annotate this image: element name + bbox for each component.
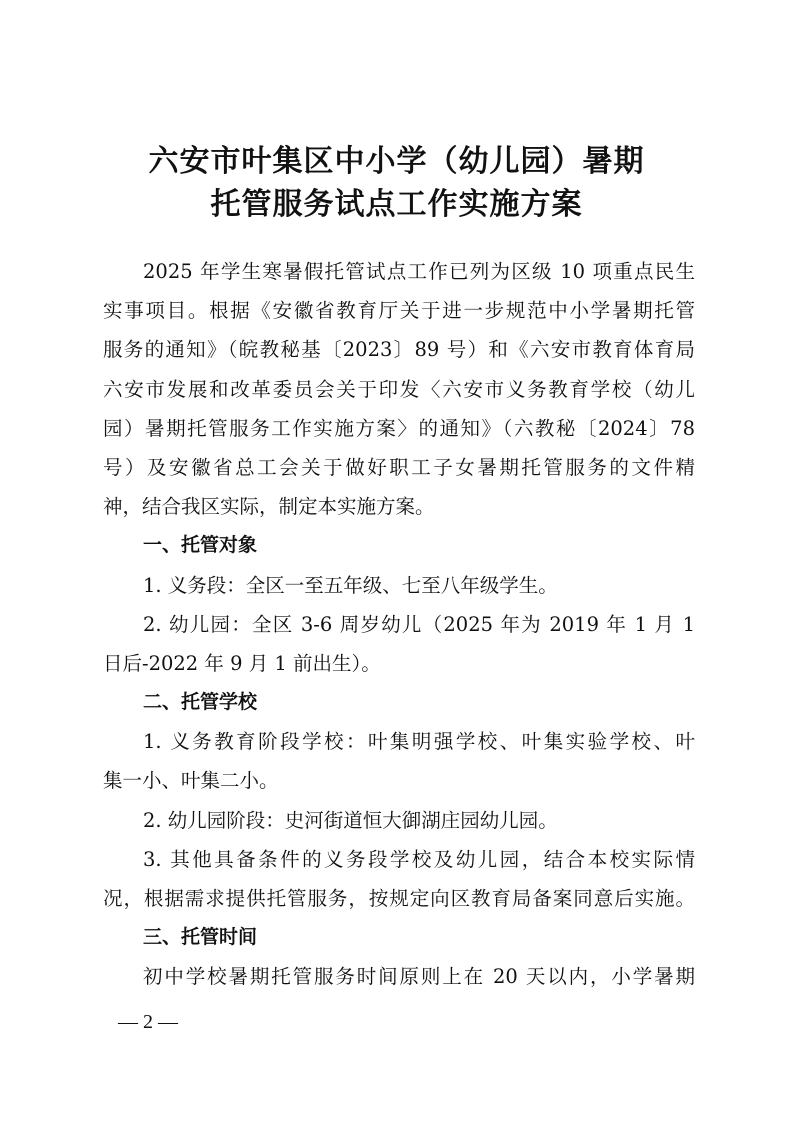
- document-body: [103, 252, 695, 997]
- intro-line: 2025 年学生寒暑假托管试点工作已列为区级 10 项重点民生: [143, 260, 695, 283]
- section1-item-2-line-1: 2. 幼儿园：全区 3-6 周岁幼儿（2025 年为 2019 年 1 月 1: [143, 612, 695, 636]
- document-title-line-2: 托管服务试点工作实施方案: [210, 187, 583, 222]
- intro-line: 园）暑期托管服务工作实施方案〉的通知》（六教秘〔2024〕78: [103, 416, 695, 440]
- section2-item-3-line-2: 况，根据需求提供托管服务，按规定向区教育局备案同意后实施。: [103, 887, 695, 910]
- section2-item-1-line-1: 1. 义务教育阶段学校：叶集明强学校、叶集实验学校、叶: [143, 730, 695, 754]
- intro-line: 六安市发展和改革委员会关于印发〈六安市义务教育学校（幼儿: [103, 377, 695, 401]
- section2-item-3-line-1: 3. 其他具备条件的义务段学校及幼儿园，结合本校实际情: [143, 847, 695, 871]
- section1-item-1: 1. 义务段：全区一至五年级、七至八年级学生。: [143, 573, 558, 597]
- section2-item-1-line-2: 集一小、叶集二小。: [103, 769, 279, 793]
- intro-line: 号）及安徽省总工会关于做好职工子女暑期托管服务的文件精: [103, 455, 695, 479]
- section2-item-2: 2. 幼儿园阶段：史河街道恒大御湖庄园幼儿园。: [143, 808, 558, 832]
- section3-paragraph-line-1: 初中学校暑期托管服务时间原则上在 20 天以内，小学暑期: [143, 965, 695, 989]
- document-title-line-1: 六安市叶集区中小学（幼儿园）暑期: [148, 144, 645, 179]
- intro-line: 实事项目。根据《安徽省教育厅关于进一步规范中小学暑期托管: [103, 299, 695, 323]
- section-heading-2: 二、托管学校: [143, 691, 258, 714]
- page-number: — 2 —: [118, 1011, 178, 1033]
- intro-line: 服务的通知》（皖教秘基〔2023〕89 号）和《六安市教育体育局: [103, 338, 695, 362]
- section-heading-3: 三、托管时间: [143, 926, 258, 949]
- section-heading-1: 一、托管对象: [143, 534, 258, 557]
- section1-item-2-line-2: 日后-2022 年 9 月 1 前出生）。: [103, 651, 381, 675]
- intro-line: 神，结合我区实际，制定本实施方案。: [103, 495, 435, 519]
